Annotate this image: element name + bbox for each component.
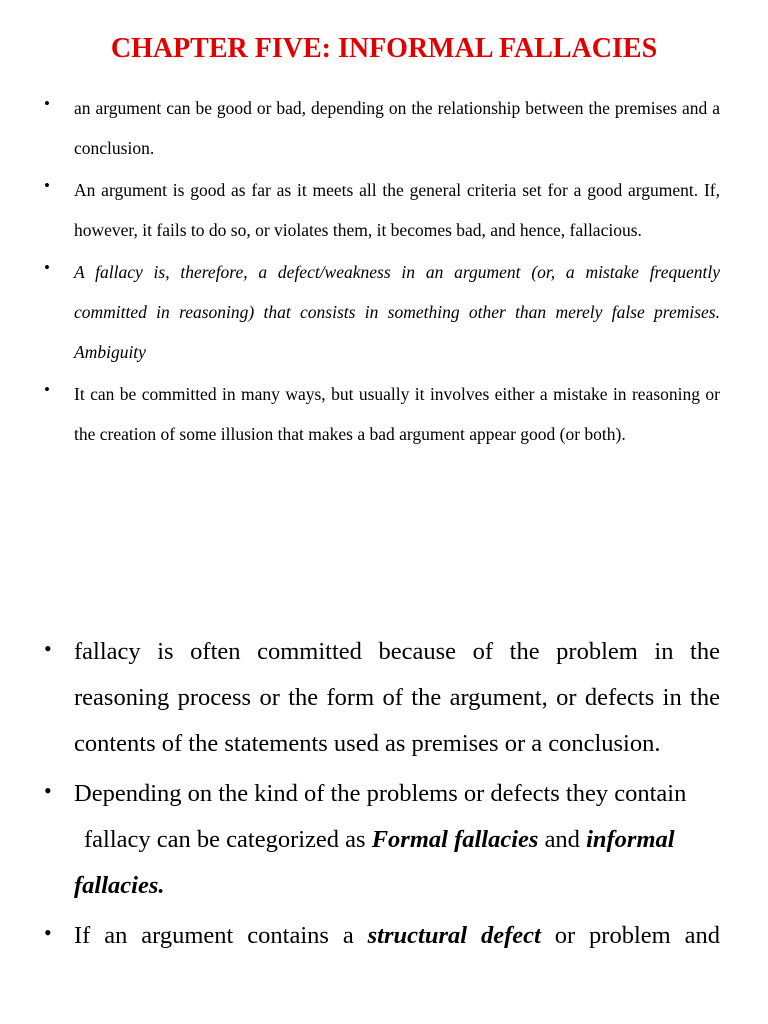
slide1-bullet-list xyxy=(0,88,768,456)
list-item xyxy=(0,374,768,454)
bullet-icon: • xyxy=(44,778,52,803)
list-item xyxy=(0,771,768,909)
bullet-text-pre: fallacy can be categorized as xyxy=(84,826,366,853)
bullet-icon: • xyxy=(44,380,50,399)
list-item xyxy=(0,629,768,767)
bullet-text: A fallacy is, therefore, a defect/weakness in an argument (or, a mistake frequently committed in reasoning) that consists in something other than merely false premises. Ambiguity xyxy=(74,262,720,362)
bullet-text-post: or problem and xyxy=(554,922,721,949)
chapter-title: CHAPTER FIVE: INFORMAL FALLACIES xyxy=(110,33,658,64)
bullet-icon: • xyxy=(44,920,52,945)
slide2-bullet-list xyxy=(0,629,768,963)
list-item xyxy=(0,170,768,250)
bullet-text-pre: If an argument contains a xyxy=(74,922,354,949)
list-item xyxy=(0,252,768,372)
bullet-text: an argument can be good or bad, depending on the relationship between the premises and a conclusion. xyxy=(74,98,720,158)
bullet-text-line1: Depending on the kind of the problems or defects they contain xyxy=(74,780,687,807)
bullet-text: An argument is good as far as it meets all the general criteria set for a good argument. If, however, it fails to do so, or violates them, it becomes bad, and hence, fallacious. xyxy=(74,180,720,240)
structural-defect-term: structural defect xyxy=(367,922,541,949)
informal-fallacies-term: informal fallacies. xyxy=(74,826,675,899)
bullet-icon: • xyxy=(44,94,50,113)
bullet-text: fallacy is often committed because of the problem in the reasoning process or the form of the argument, or defects in the contents of the statements used as premises or a conclusion. xyxy=(74,638,720,757)
and-text: and xyxy=(544,826,580,853)
bullet-icon: • xyxy=(44,176,50,195)
bullet-icon: • xyxy=(44,258,50,277)
list-item xyxy=(0,913,768,959)
bullet-text: It can be committed in many ways, but usually it involves either a mistake in reasoning or the creation of some illusion that makes a bad argument appear good (or both). xyxy=(74,384,720,444)
bullet-icon: • xyxy=(44,636,52,661)
list-item xyxy=(0,88,768,168)
formal-fallacies-term: Formal fallacies xyxy=(371,826,539,853)
